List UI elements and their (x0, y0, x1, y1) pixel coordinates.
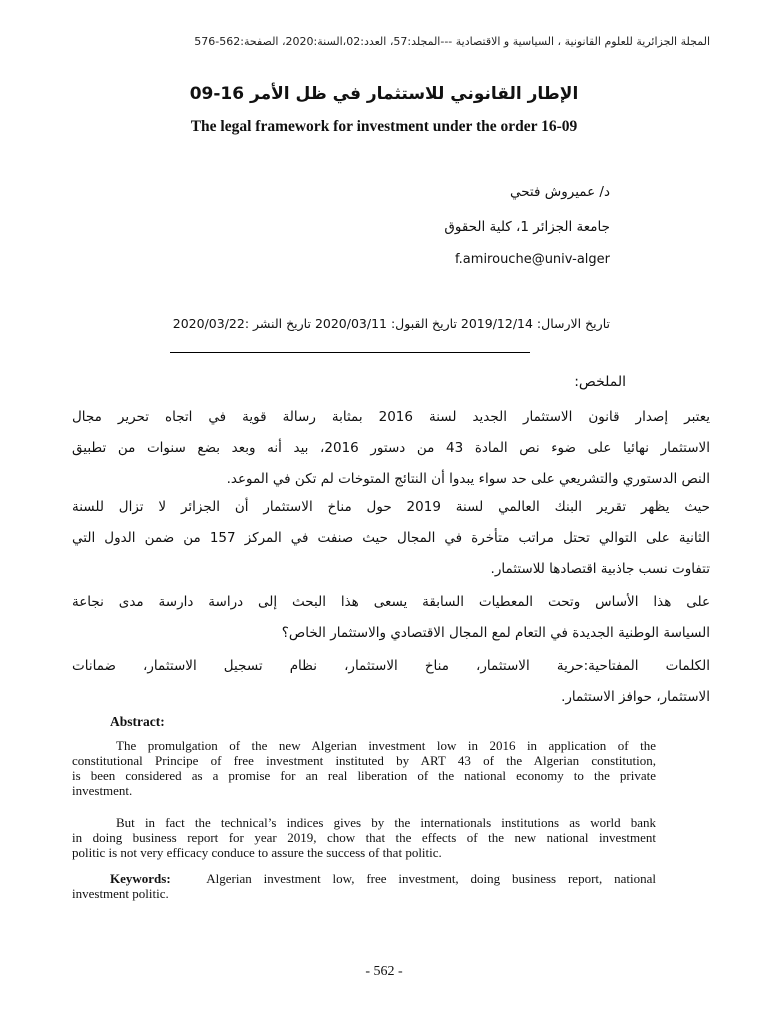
title-arabic: الإطار القانوني للاستثمار في ظل الأمر 16-09 (189, 84, 579, 104)
text-line: الكلمات المفتاحية:حرية الاستثمار، مناخ الاستثمار، نظام تسجيل الاستثمار، ضمانات (72, 658, 710, 674)
running-header: المجلة الجزائرية للعلوم القانونية ، السياسية و الاقتصادية ---المجلد:57، العدد:02،السنة:2020، الصفحة:562-576 (194, 35, 710, 48)
author-affiliation: جامعة الجزائر 1، كلية الحقوق (444, 219, 610, 235)
submission-dates: تاريخ الارسال: 2019/12/14 تاريخ القبول: 2020/03/11 تاريخ النشر :2020/03/22 (172, 316, 610, 331)
text-line (72, 871, 656, 886)
page-number: - 562 - (365, 964, 403, 979)
text-line: investment politic. (72, 886, 169, 901)
keywords-arabic (72, 651, 710, 713)
separator-line (170, 352, 530, 353)
abstract-arabic-paragraph-3 (72, 587, 710, 649)
text-line: تتفاوت نسب جاذبية اقتصادها للاستثمار. (490, 561, 710, 577)
text-line: in doing business report for year 2019, chow that the effects of the new national investment (72, 830, 656, 845)
abstract-english-heading: Abstract: (110, 714, 165, 729)
text-line: But in fact the technical’s indices gives by the internationals institutions as world bank (116, 815, 656, 830)
author-name: د/ عميروش فتحي (509, 184, 610, 200)
text-line: is been considered as a promise for an real liberation of the national economy to the private (72, 768, 656, 783)
text-line: الاستثمار نهائيا على ضوء نص المادة 43 من دستور 2016، بيد أنه وبعد بضع سنوات من تطبيق (72, 440, 710, 456)
keywords-label: Keywords: (110, 871, 171, 886)
abstract-arabic-paragraph-1 (72, 402, 710, 495)
abstract-english-paragraph-1 (72, 738, 656, 798)
text-line: يعتبر إصدار قانون الاستثمار الجديد لسنة 2016 بمثابة رسالة قوية في اتجاه تحرير مجال (72, 409, 711, 425)
title-english: The legal framework for investment under the order 16-09 (190, 118, 578, 135)
text-line: النص الدستوري والتشريعي على حد سواء يبدوا أن النتائج المتوخات لم تكن في الموعد. (226, 471, 710, 487)
text-line: على هذا الأساس وتحت المعطيات السابقة يسعى هذا البحث إلى دراسة دارسة مدى نجاعة (72, 594, 710, 610)
text-line: حيث يظهر تقرير البنك العالمي لسنة 2019 حول مناخ الاستثمار أن الجزائر لا تزال للسنة (72, 499, 710, 515)
text-line: الاستثمار، حوافز الاستثمار. (561, 689, 710, 705)
text-line: constitutional Principe of free investment instituted by ART 43 of the Algerian constitution, (72, 753, 656, 768)
author-email: f.amirouche@univ-alger (455, 252, 610, 267)
text-line: الثانية على التوالي تحتل مراتب متأخرة في المجال حيث صنفت في المركز 157 من ضمن الدول التي (72, 530, 710, 546)
text-line: السياسة الوطنية الجديدة في التعام لمع المجال الاقتصادي والاستثمار الخاص؟ (281, 625, 710, 641)
text-line: politic is not very efficacy conduce to assure the success of that politic. (72, 845, 442, 860)
abstract-arabic-paragraph-2 (72, 492, 710, 585)
text-line: investment. (72, 783, 133, 798)
keywords-text: Algerian investment low, free investment, doing business report, national (206, 871, 656, 886)
abstract-arabic-heading: الملخص: (574, 374, 626, 390)
abstract-english-paragraph-2 (72, 815, 656, 860)
keywords-english (72, 871, 656, 901)
text-line: The promulgation of the new Algerian investment low in 2016 in application of the (116, 738, 656, 753)
